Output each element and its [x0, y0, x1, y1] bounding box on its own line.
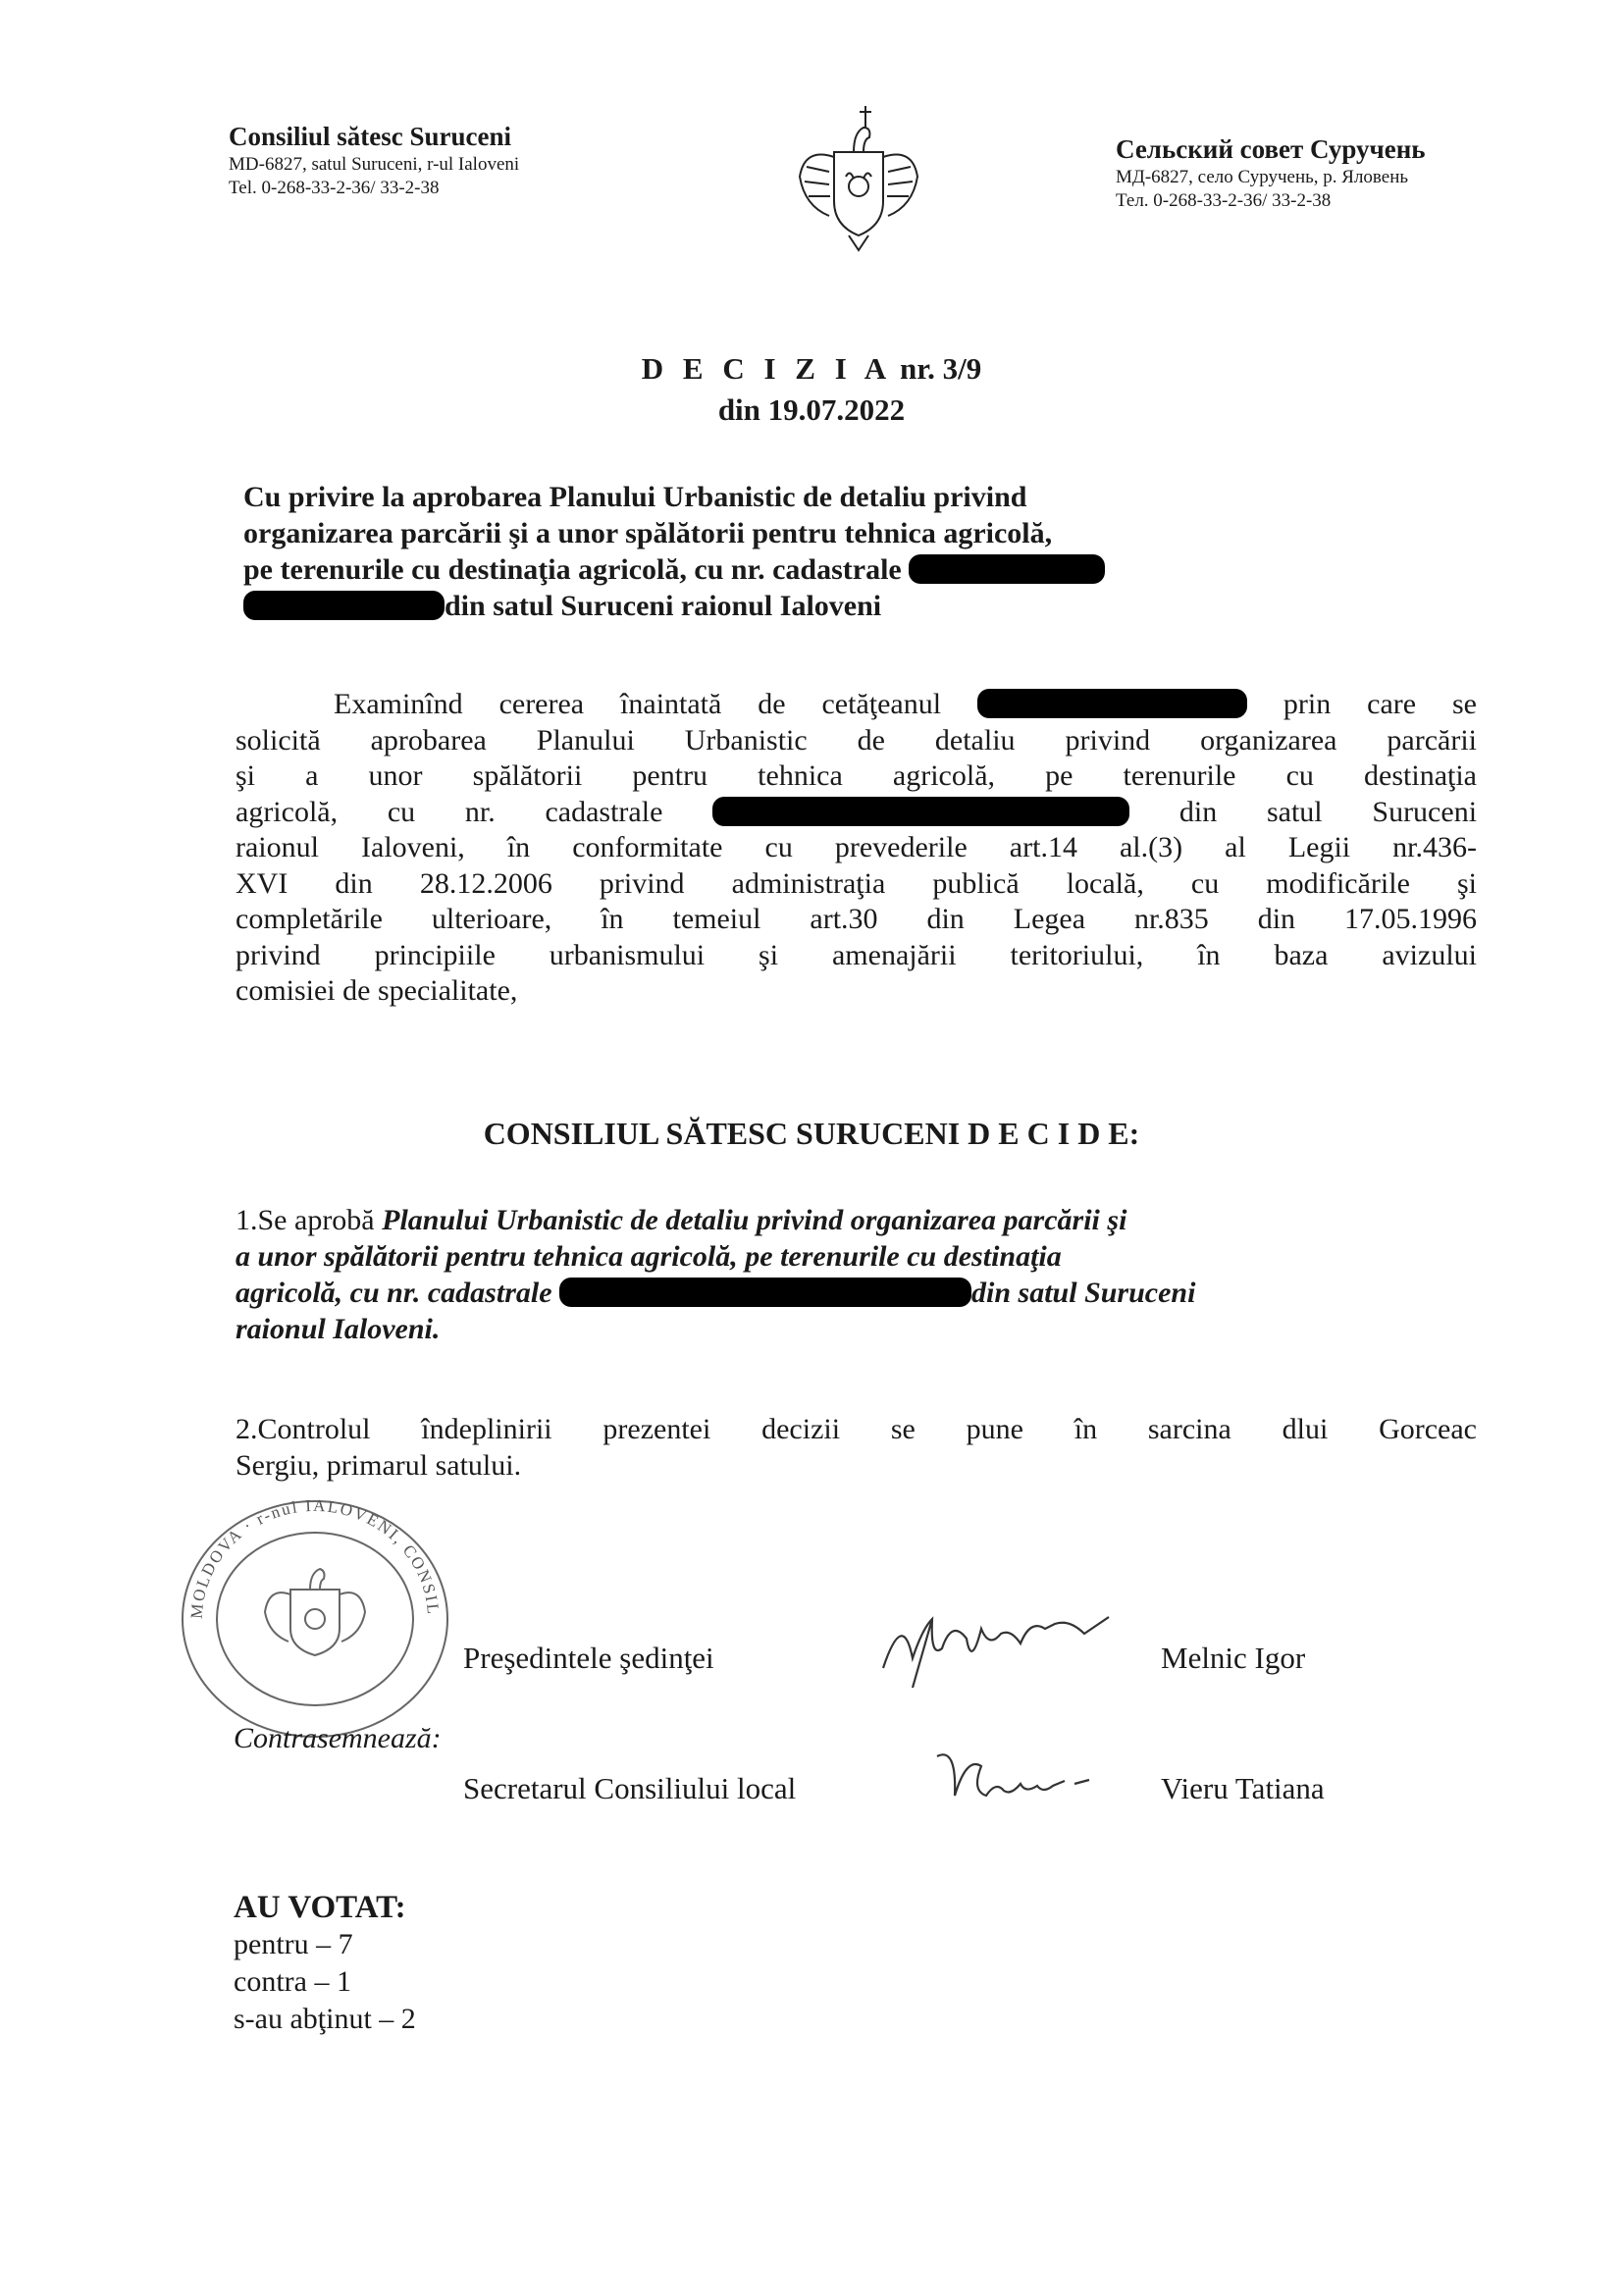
item-text: a unor spălătorii pentru tehnica agricolă, pe terenurile cu destinaţia [236, 1240, 1062, 1273]
secretary-signature [927, 1737, 1104, 1830]
decision-title [0, 348, 1623, 431]
preamble-paragraph [236, 687, 1477, 1010]
official-seal-icon [173, 1496, 457, 1742]
svg-text:MOLDOVA · r-nul IALOVENI, CONS [173, 1496, 443, 1619]
preamble-text: completările ulterioare, în temeiul art.30 din Legea nr.835 din 17.05.1996 [236, 903, 1477, 935]
voting-results [234, 1889, 416, 2038]
preamble-text: comisiei de specialitate, [236, 974, 518, 1007]
chair-name: Melnic Igor [1161, 1641, 1306, 1675]
item-prefix: 1.Se aprobă [236, 1204, 375, 1236]
votes-abstained: s-au abţinut – 2 [234, 2003, 416, 2035]
chair-signature [873, 1590, 1128, 1702]
header-right [1116, 132, 1577, 213]
item-text: din satul Suruceni [971, 1277, 1196, 1309]
preamble-text: agricolă, cu nr. cadastrale [236, 795, 663, 828]
countersign-label: Contrasemnează: [234, 1722, 442, 1754]
decision-item-2 [236, 1411, 1477, 1484]
moldova-coat-of-arms-icon [785, 98, 932, 255]
chair-label: Preşedintele şedinţei [463, 1641, 714, 1675]
redacted-block [977, 689, 1247, 718]
council-address-ru: МД-6827, село Суручень, р. Яловень [1116, 167, 1409, 187]
item-text: Sergiu, primarul satului. [236, 1449, 522, 1482]
decision-date: din 19.07.2022 [717, 392, 906, 427]
preamble-text: prin care se [1283, 688, 1477, 720]
subject-line: din satul Suruceni raionul Ialoveni [445, 590, 882, 622]
votes-against: contra – 1 [234, 1965, 351, 1998]
council-name-ro: Consiliul sătesc Suruceni [229, 122, 512, 151]
preamble-text: solicită aprobarea Planului Urbanistic de detaliu privind organizarea parcării [236, 723, 1477, 757]
header-left [229, 120, 719, 200]
redacted-block [909, 554, 1105, 584]
decision-number: nr. 3/9 [899, 351, 982, 386]
council-address-ro: MD-6827, satul Suruceni, r-ul Ialoveni [229, 154, 520, 175]
item-text: raionul Ialoveni. [236, 1313, 441, 1345]
redacted-block [712, 797, 1129, 826]
preamble-text: raionul Ialoveni, în conformitate cu prevederile art.14 al.(3) al Legii nr.436- [236, 831, 1477, 863]
redacted-block [243, 591, 445, 620]
votes-for: pentru – 7 [234, 1928, 353, 1960]
preamble-text: privind principiile urbanismului şi amenajării teritoriului, în baza avizului [236, 938, 1477, 971]
preamble-text: XVI din 28.12.2006 privind administraţia publică locală, cu modificările şi [236, 866, 1477, 900]
seal-text: MOLDOVA · r-nul IALOVENI, CONSIL [186, 1496, 444, 1620]
item-text: Planului Urbanistic de detaliu privind organizarea parcării şi [382, 1204, 1127, 1236]
preamble-text: din satul Suruceni [1178, 795, 1478, 828]
secretary-name: Vieru Tatiana [1161, 1771, 1325, 1805]
decide-heading: CONSILIUL SĂTESC SURUCENI D E C I D E: [483, 1116, 1140, 1151]
preamble-text: Examinînd cererea înaintată de cetăţeanul [334, 688, 942, 720]
subject-line: Cu privire la aprobarea Planului Urbanistic de detaliu privind [243, 481, 1027, 513]
item-text: 2.Controlul îndeplinirii prezentei decizii se pune în sarcina dlui Gorceac [236, 1413, 1477, 1445]
secretary-label: Secretarul Consiliului local [463, 1771, 797, 1805]
item-text: agricolă, cu nr. cadastrale [236, 1277, 552, 1309]
subject-line: organizarea parcării şi a unor spălătorii pentru tehnica agricolă, [243, 517, 1053, 549]
redacted-block [559, 1278, 971, 1307]
decision-word: D E C I Z I A [641, 351, 893, 386]
subject-line: pe terenurile cu destinaţia agricolă, cu nr. cadastrale [243, 553, 902, 586]
votes-heading: AU VOTAT: [234, 1890, 406, 1925]
preamble-text: şi a unor spălătorii pentru tehnica agricolă, pe terenurile cu destinaţia [236, 759, 1477, 792]
council-phone-ro: Tel. 0-268-33-2-36/ 33-2-38 [229, 178, 440, 198]
decision-item-1 [236, 1202, 1393, 1347]
decision-subject [243, 479, 1342, 624]
council-name-ru: Сельский совет Суручень [1116, 134, 1426, 164]
council-phone-ru: Тел. 0-268-33-2-36/ 33-2-38 [1116, 190, 1332, 211]
